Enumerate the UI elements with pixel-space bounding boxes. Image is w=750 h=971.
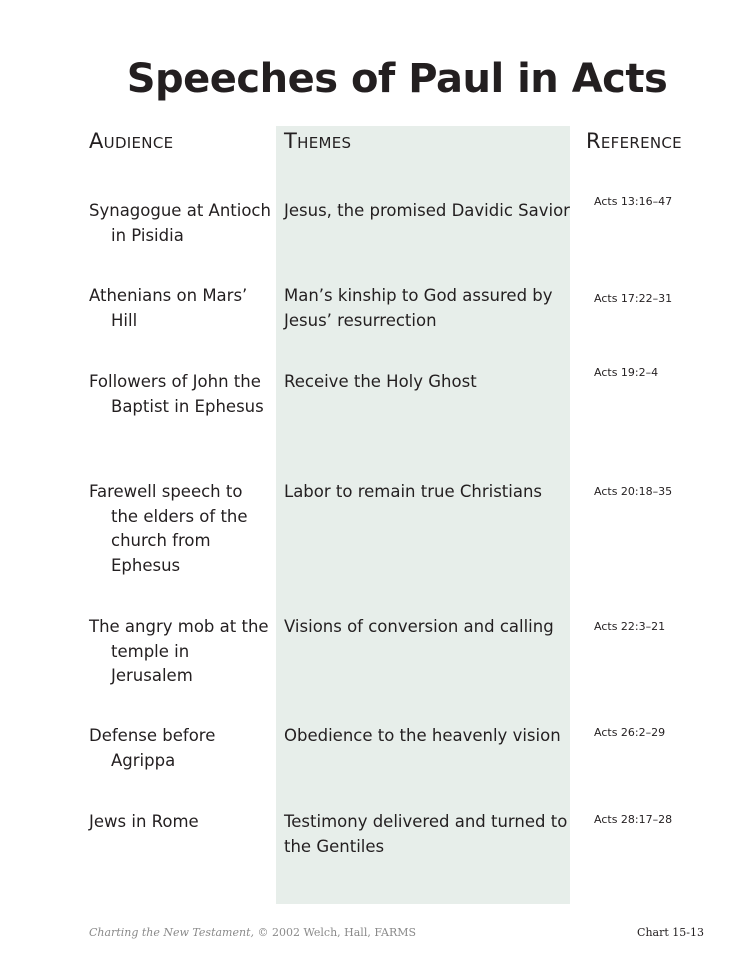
theme-cell: Visions of conversion and calling [284, 617, 554, 636]
reference-cell: Acts 17:22–31 [594, 292, 673, 305]
audience-cell: Farewell speech to the elders of the church from Ephesus [89, 482, 248, 575]
source-citation [89, 926, 416, 939]
page-title: Speeches of Paul in Acts [126, 56, 668, 102]
theme-cell: Receive the Holy Ghost [284, 372, 477, 391]
audience-cell: Synagogue at Antioch in Pisidia [89, 201, 271, 245]
chart-number: Chart 15-13 [637, 926, 704, 939]
reference-cell: Acts 13:16–47 [594, 195, 673, 208]
source-copyright: © 2002 Welch, Hall, FARMS [254, 926, 417, 939]
reference-cell: Acts 28:17–28 [594, 813, 673, 826]
audience-cell: Jews in Rome [89, 812, 199, 831]
themes-column-background [276, 126, 570, 904]
theme-cell: Obedience to the heavenly vision [284, 726, 561, 745]
theme-cell: Testimony delivered and turned to the Gentiles [284, 812, 568, 856]
reference-cell: Acts 20:18–35 [594, 485, 673, 498]
theme-cell: Labor to remain true Christians [284, 482, 543, 501]
audience-cell: Defense before Agrippa [89, 726, 216, 770]
theme-cell: Man’s kinship to God assured by Jesus’ resurrection [284, 286, 553, 330]
audience-cell: Followers of John the Baptist in Ephesus [89, 372, 264, 416]
reference-cell: Acts 22:3–21 [594, 620, 666, 633]
audience-column-header: Audience [89, 129, 174, 153]
audience-cell: The angry mob at the temple in Jerusalem [89, 617, 269, 685]
reference-column-header: Reference [586, 129, 682, 153]
source-title: Charting the New Testament, [89, 926, 254, 939]
themes-column-header: Themes [284, 129, 352, 153]
reference-cell: Acts 26:2–29 [594, 726, 666, 739]
theme-cell: Jesus, the promised Davidic Savior [284, 201, 570, 220]
reference-cell: Acts 19:2–4 [594, 366, 659, 379]
audience-cell: Athenians on Mars’ Hill [89, 286, 248, 330]
